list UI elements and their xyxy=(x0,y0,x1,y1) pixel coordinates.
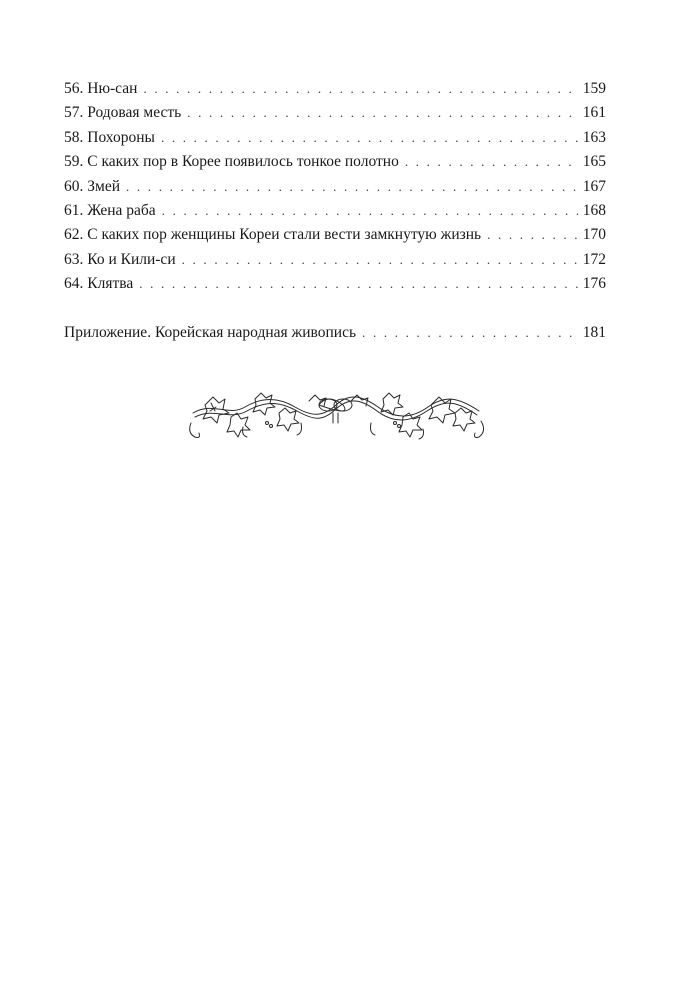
toc-leader-dots xyxy=(139,272,579,296)
toc-entry-page: 159 xyxy=(582,80,606,97)
table-of-contents xyxy=(64,77,606,345)
toc-entry-page: 181 xyxy=(582,323,606,341)
toc-entry-title: 60. Змей xyxy=(64,177,120,195)
toc-entry-page: 170 xyxy=(582,226,606,244)
toc-leader-dots xyxy=(405,150,579,174)
toc-entry-page: 167 xyxy=(582,177,606,195)
toc-entry-title: 58. Похороны xyxy=(64,128,155,146)
toc-leader-dots xyxy=(161,126,579,150)
toc-leader-dots xyxy=(187,101,579,125)
toc-entry-title: Приложение. Корейская народная живопись xyxy=(64,323,357,341)
toc-entry[interactable] xyxy=(64,150,606,174)
toc-leader-dots xyxy=(362,321,579,345)
toc-entry-page: 165 xyxy=(582,153,606,171)
toc-entry[interactable] xyxy=(64,175,606,199)
toc-leader-dots xyxy=(162,199,579,223)
toc-entry-title: 59. С каких пор в Корее появилось тонкое полотно xyxy=(64,153,399,171)
toc-leader-dots xyxy=(487,223,579,247)
toc-entry[interactable] xyxy=(64,77,606,101)
toc-leader-dots xyxy=(182,248,579,272)
toc-entry-title: 64. Клятва xyxy=(64,275,134,293)
toc-entry[interactable] xyxy=(64,272,606,296)
toc-entry-title: 56. Ню-сан xyxy=(64,80,138,97)
toc-appendix-entry[interactable] xyxy=(64,321,606,345)
toc-leader-dots xyxy=(143,77,578,101)
toc-entry[interactable] xyxy=(64,223,606,247)
toc-entry-title: 62. С каких пор женщины Кореи стали вести замкнутую жизнь xyxy=(64,226,482,244)
toc-entry-title: 57. Родовая месть xyxy=(64,104,182,122)
toc-entry-title: 63. Ко и Кили-си xyxy=(64,250,176,268)
toc-entry-title: 61. Жена раба xyxy=(64,201,156,219)
toc-entry-page: 161 xyxy=(582,104,606,122)
toc-leader-dots xyxy=(126,175,579,199)
toc-entry[interactable] xyxy=(64,101,606,125)
vine-ornament-icon xyxy=(183,383,489,453)
toc-entry-page: 168 xyxy=(582,201,606,219)
toc-entry[interactable] xyxy=(64,199,606,223)
toc-entry-page: 172 xyxy=(582,250,606,268)
toc-entry-page: 176 xyxy=(582,275,606,293)
toc-entry[interactable] xyxy=(64,248,606,272)
toc-entry[interactable] xyxy=(64,126,606,150)
toc-spacer xyxy=(64,297,606,321)
toc-entry-page: 163 xyxy=(582,128,606,146)
